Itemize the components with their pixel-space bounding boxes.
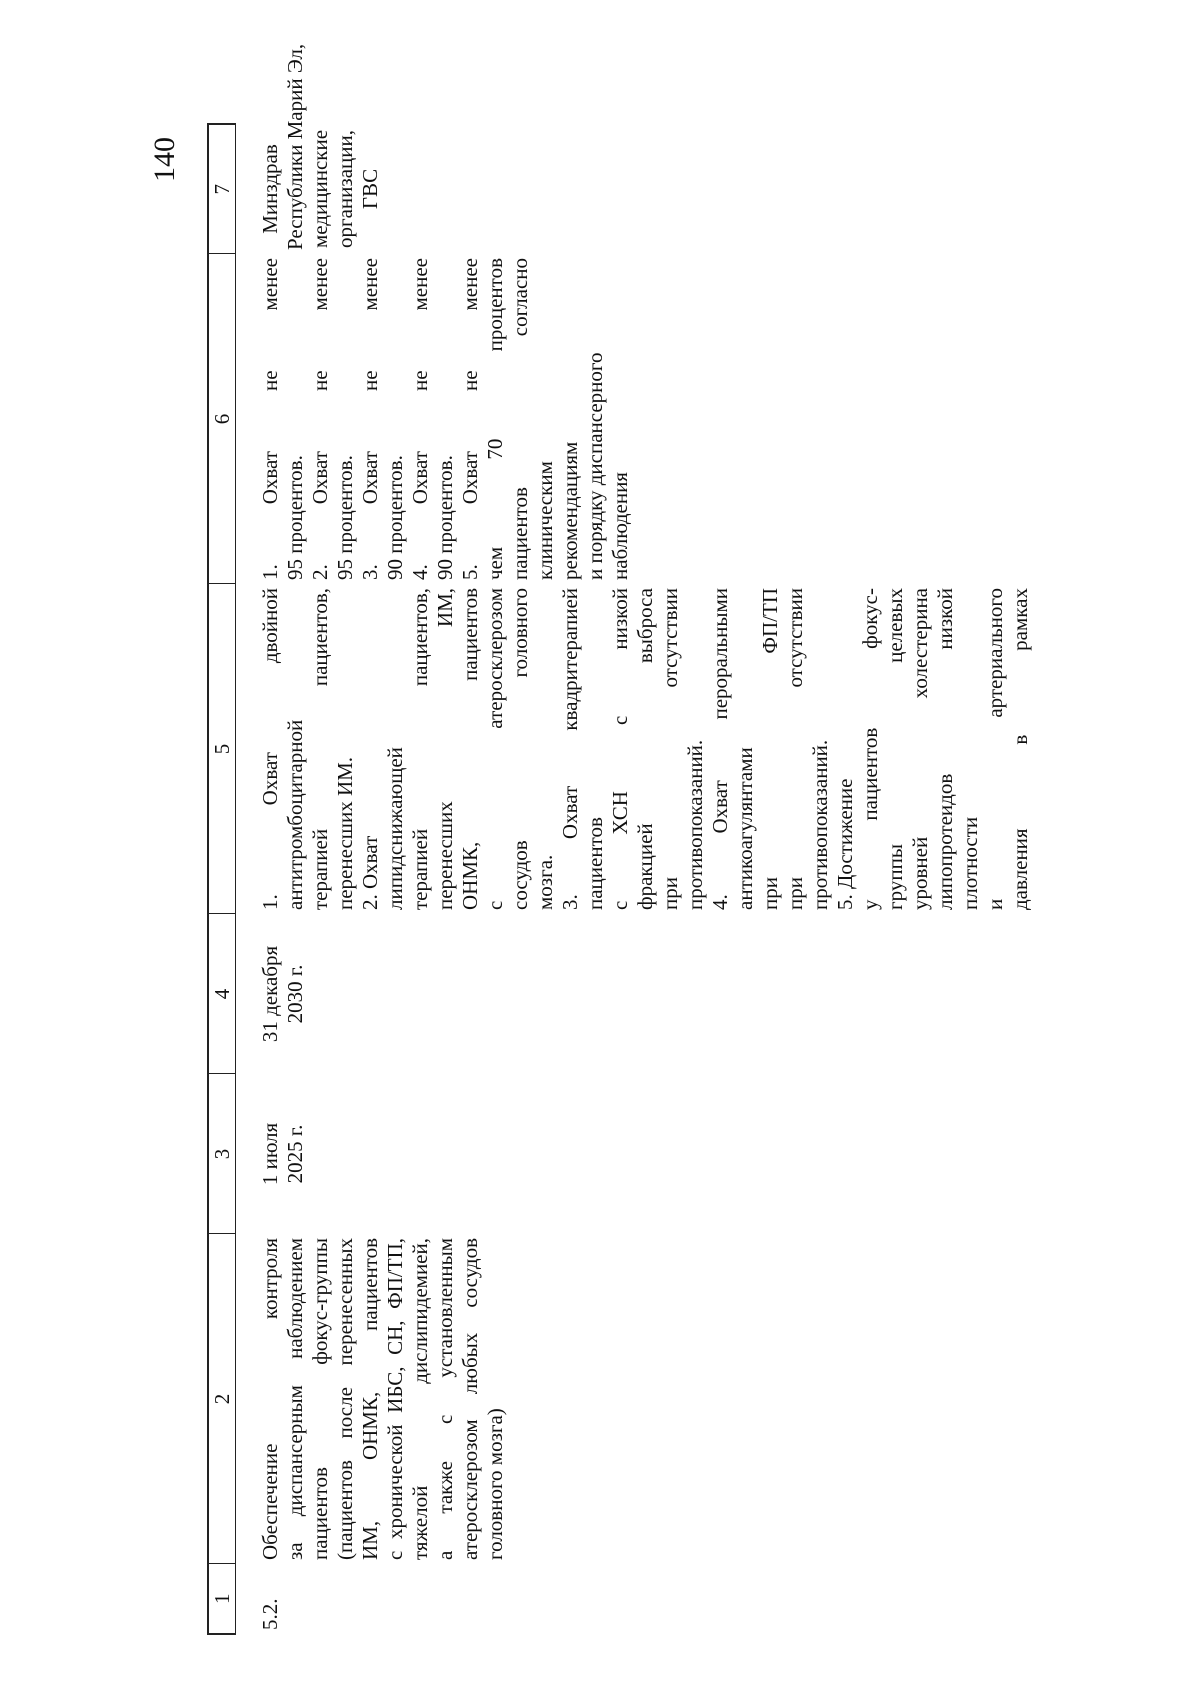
executor-line: ГВС [358,168,382,210]
result-line: пациентов [583,817,607,910]
column-header-2: 2 [208,1234,236,1564]
start-date-line: 1 июля [258,1122,282,1186]
result-line: мозга. [533,854,557,910]
measure-line: (пациентов после перенесенных [333,1238,357,1560]
result-cell [236,584,1034,914]
result-line: 4. Охват пероральными [708,588,732,910]
result-line: с атеросклерозом [483,588,507,910]
result-line: 3. Охват квадритерапией [558,588,582,910]
rotated-sheet [135,43,1135,1635]
indicator-line: рекомендациям [558,441,582,580]
indicator-line: 3. Охват не менее [358,258,382,580]
result-line: у пациентов фокус- [858,588,882,910]
measure-line: ИМ, ОНМК, пациентов [358,1238,382,1560]
result-line: при ФП/ТП [758,588,782,910]
result-line: антитромбоцитарной [283,719,307,910]
indicator-line: и порядку диспансерного [583,352,607,580]
result-line: плотности [958,816,982,910]
indicator-line: пациентов согласно [508,258,532,580]
indicator-line: 95 процентов. [283,455,307,580]
table-row [236,124,1034,1634]
result-line: при отсутствии [783,588,807,910]
column-header-3: 3 [208,1074,236,1234]
indicators-cell [236,254,1034,584]
result-line: 5. Достижение [833,778,857,910]
executor-line: медицинские [308,129,332,249]
result-line: липидснижающей [383,747,407,910]
result-line: противопоказаний. [683,739,707,910]
result-line: фракцией выброса [633,588,657,910]
executor-line: Минздрав [258,144,282,234]
column-header-1: 1 [208,1564,236,1634]
indicator-line: 4. Охват не менее [408,258,432,580]
result-line: 2. Охват [358,835,382,910]
header-row [208,124,236,1634]
start-date-line: 2025 г. [283,1124,307,1184]
result-line: перенесших ИМ, [433,588,457,910]
result-line: терапией пациентов, [408,588,432,910]
measure-line: тяжелой дислипидемией, [408,1238,432,1560]
end-date-line: 2030 г. [283,964,307,1024]
measure-line: с хронической ИБС, СН, ФП/ТП, [383,1238,407,1560]
indicator-line: 2. Охват не менее [308,258,332,580]
measure-line: головного мозга) [483,1408,507,1560]
measure-cell [236,1234,1034,1564]
end-date-line: 31 декабря [258,945,282,1043]
result-line: противопоказаний. [808,739,832,910]
result-line: липопротеидов низкой [933,588,957,910]
indicator-line: наблюдения [608,472,632,580]
result-line: терапией пациентов, [308,588,332,910]
column-header-5: 5 [208,584,236,914]
measure-line: Обеспечение контроля [258,1238,282,1560]
indicator-line: 1. Охват не менее [258,258,282,580]
result-line: 1. Охват двойной [258,588,282,910]
page-number: 140 [148,137,181,182]
executor-line: организации, [333,130,357,248]
result-line: ОНМК, пациентов [458,588,482,910]
result-line: группы целевых [883,588,907,910]
column-header-6: 6 [208,254,236,584]
result-line: при отсутствии [658,588,682,910]
result-line: давления в рамках [1008,588,1032,910]
measure-line: за диспансерным наблюдением [283,1238,307,1560]
indicator-line: чем 70 процентов [483,258,507,580]
indicator-line: 95 процентов. [333,455,357,580]
start-date-cell [236,1074,1034,1234]
result-line: перенесших ИМ. [333,756,357,910]
executors-cell [236,43,1034,254]
result-line: сосудов головного [508,588,532,910]
indicator-line: 90 процентов. [383,455,407,580]
column-header-7: 7 [208,124,236,254]
measure-line: атеросклерозом любых сосудов [458,1238,482,1560]
result-line: уровней холестерина [908,588,932,910]
indicator-line: 90 процентов. [433,455,457,580]
end-date-cell [236,914,1034,1074]
result-line: и артериального [983,588,1007,910]
indicator-line: клиническим [533,461,557,580]
result-line: антикоагулянтами [733,747,757,910]
measures-table [207,43,1033,1635]
indicator-line: 5. Охват не менее [458,258,482,580]
executor-line: Республики Марий Эл, [283,43,307,250]
measure-line: пациентов фокус-группы [308,1238,332,1560]
measure-line: а также с установленным [433,1238,457,1560]
row-number: 5.2. [258,1598,282,1630]
result-line: с ХСН с низкой [608,588,632,910]
column-header-4: 4 [208,914,236,1074]
